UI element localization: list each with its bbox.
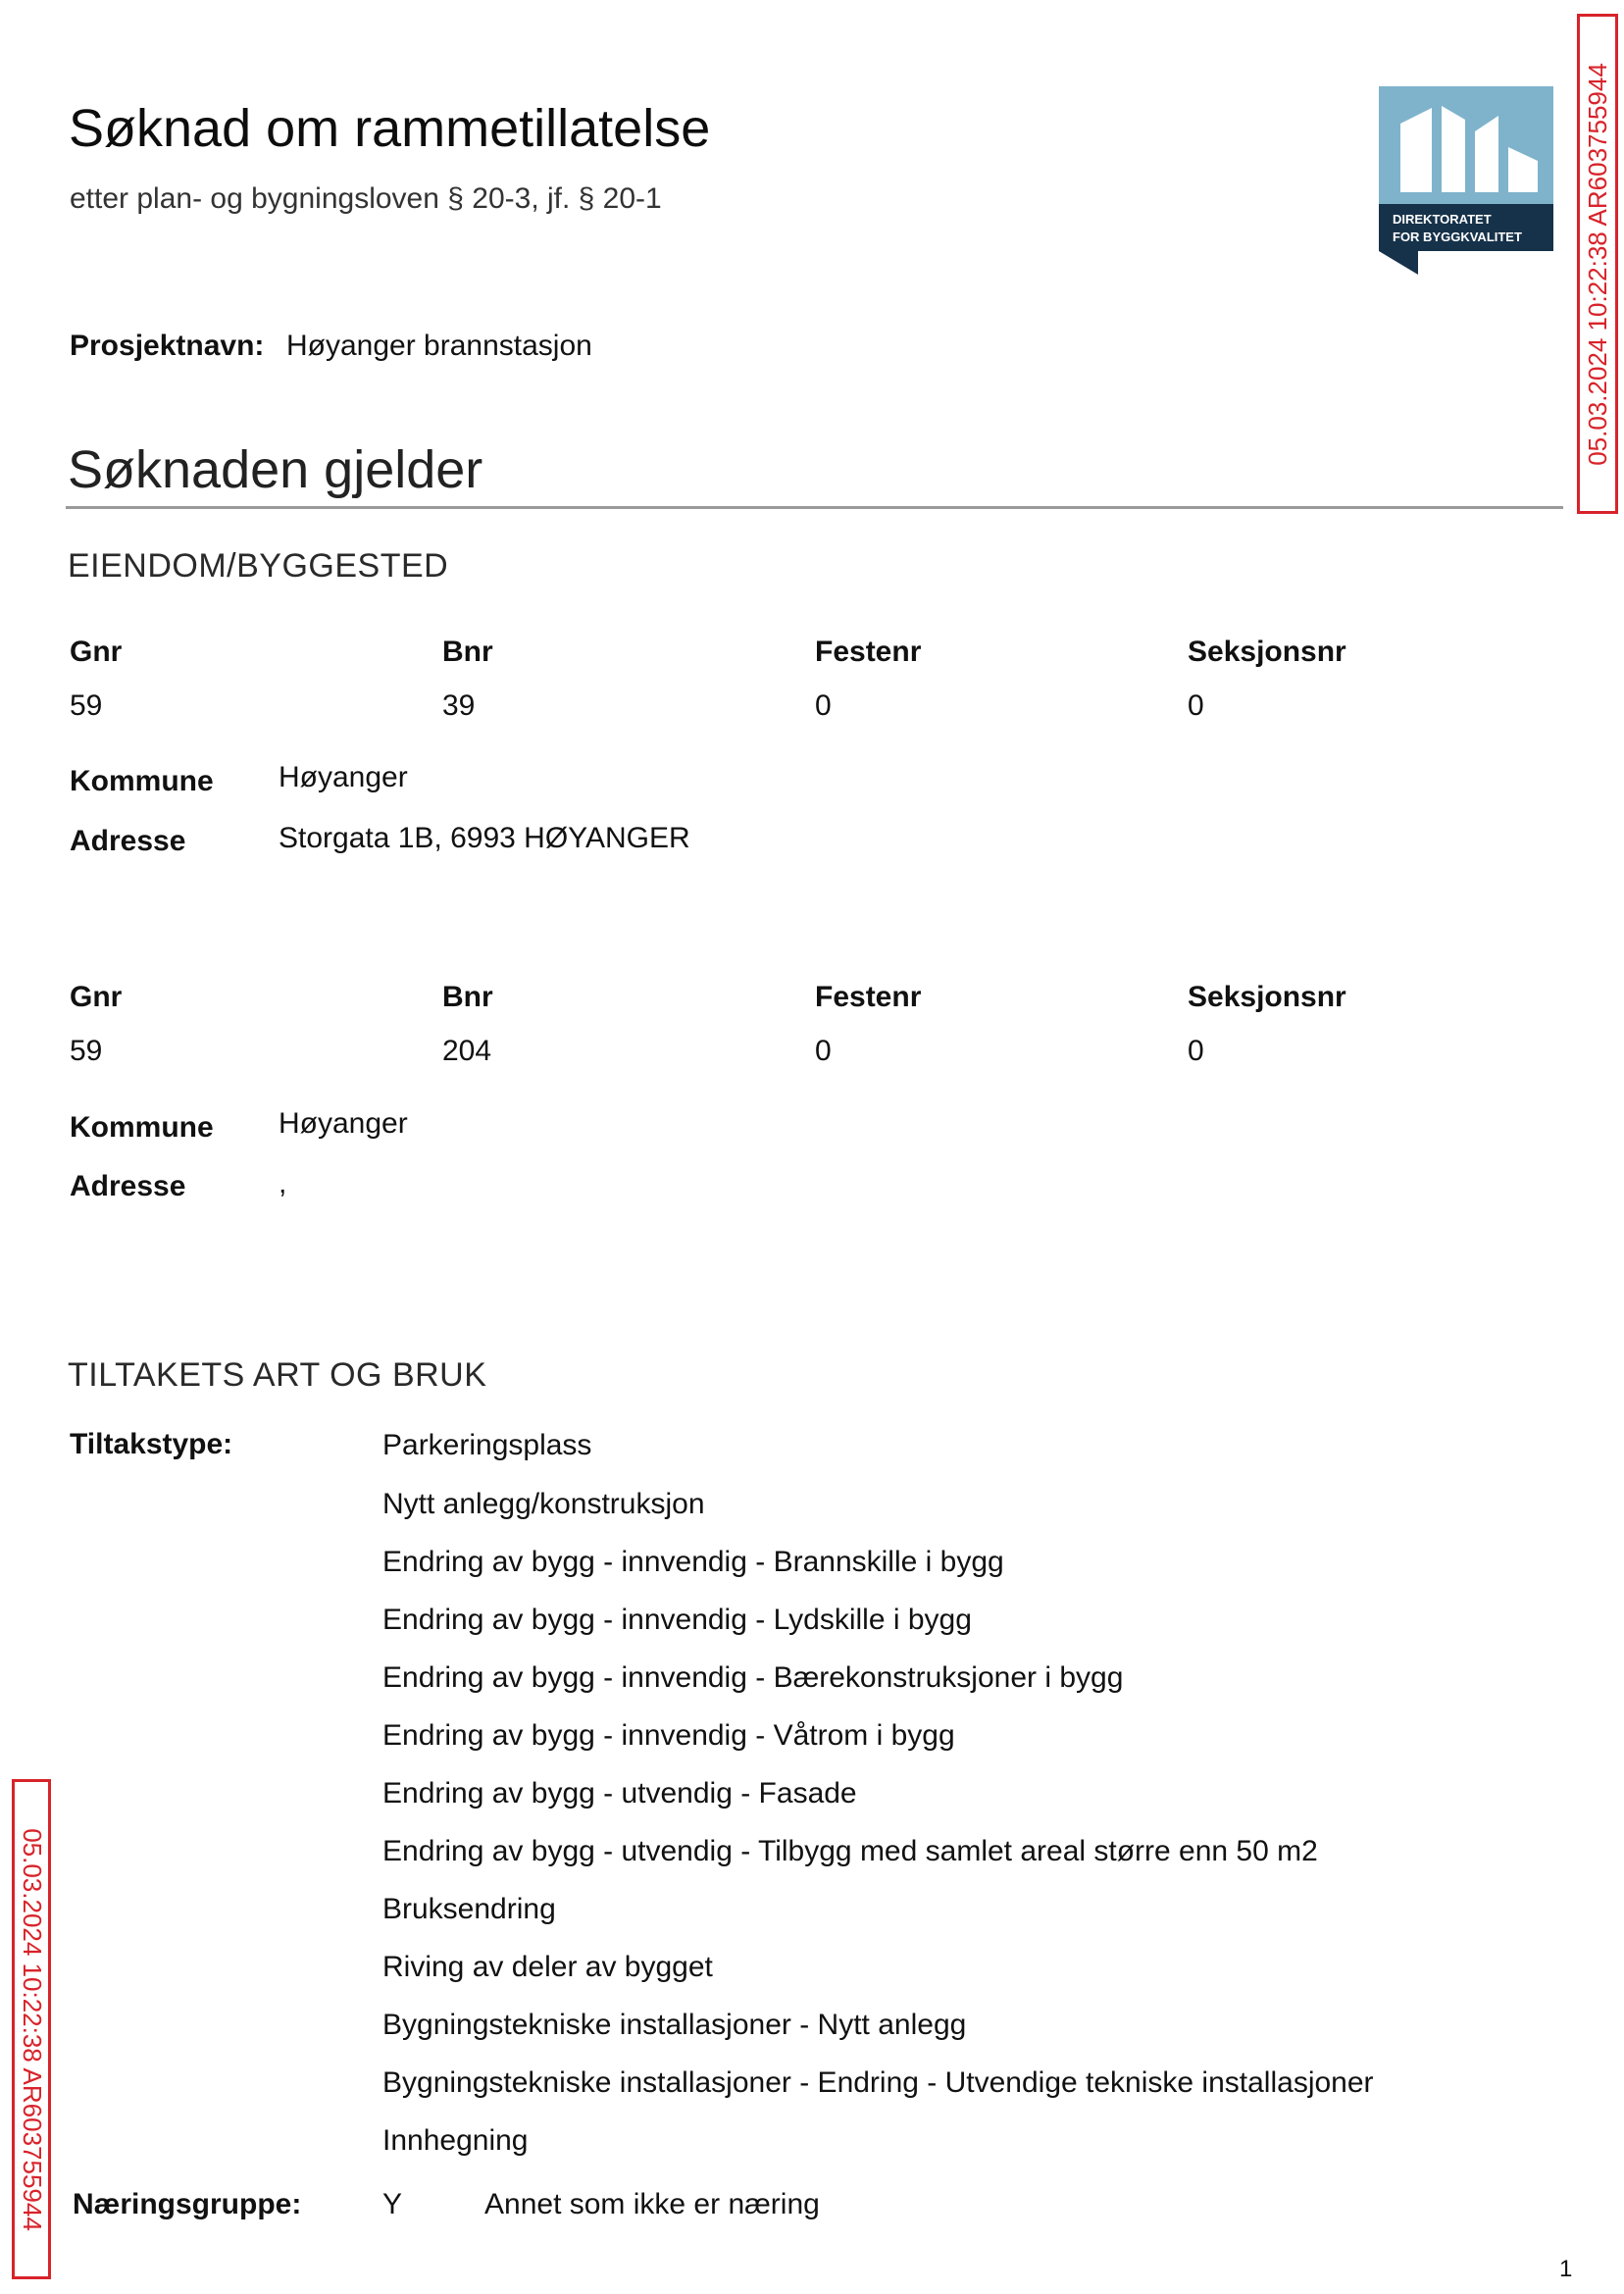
date-stamp-left (12, 1779, 51, 2279)
kommune-label: Kommune (70, 765, 214, 797)
seksjonsnr-value: 0 (1188, 1035, 1204, 1067)
page-number: 1 (1559, 2256, 1573, 2282)
building-logo-icon (1379, 86, 1553, 275)
bnr-value: 39 (442, 689, 476, 722)
list-item: Endring av bygg - innvendig - Lydskille i bygg (382, 1604, 972, 1636)
list-item: Parkeringsplass (382, 1429, 592, 1461)
naeringsgruppe-value: Annet som ikke er næring (484, 2188, 820, 2220)
stamp-text: 05.03.2024 10:22:38 AR603755944 (1582, 62, 1612, 466)
document-subtitle: etter plan- og bygningsloven § 20-3, jf. § 20-1 (70, 182, 662, 215)
date-stamp-top (1577, 14, 1618, 514)
seksjonsnr-header: Seksjonsnr (1188, 981, 1346, 1013)
list-item: Bygningstekniske installasjoner - Endring - Utvendige tekniske installasjoner (382, 2066, 1374, 2099)
document-title: Søknad om rammetillatelse (69, 99, 711, 158)
logo-text-line1: DIREKTORATET (1393, 212, 1492, 227)
list-item: Endring av bygg - utvendig - Tilbygg med samlet areal større enn 50 m2 (382, 1835, 1318, 1867)
seksjonsnr-value: 0 (1188, 689, 1204, 722)
project-label: Prosjektnavn: (70, 330, 265, 362)
adresse-label: Adresse (70, 1170, 186, 1202)
gnr-value: 59 (70, 689, 103, 722)
list-item: Endring av bygg - utvendig - Fasade (382, 1777, 857, 1810)
festenr-value: 0 (815, 1035, 832, 1067)
section-title: Søknaden gjelder (68, 440, 483, 499)
list-item: Innhegning (382, 2124, 529, 2157)
stamp-text: 05.03.2024 10:22:38 AR603755944 (17, 1827, 47, 2231)
tiltakstype-label: Tiltakstype: (70, 1428, 233, 1460)
gnr-value: 59 (70, 1035, 103, 1067)
list-item: Endring av bygg - innvendig - Bærekonstruksjoner i bygg (382, 1661, 1124, 1694)
tiltak-heading: TILTAKETS ART OG BRUK (68, 1356, 487, 1394)
dibk-logo (1379, 86, 1553, 275)
adresse-value: , (279, 1167, 287, 1199)
gnr-header: Gnr (70, 636, 123, 668)
naeringsgruppe-code: Y (382, 2188, 403, 2220)
adresse-label: Adresse (70, 825, 186, 857)
bnr-header: Bnr (442, 636, 493, 668)
list-item: Endring av bygg - innvendig - Våtrom i bygg (382, 1719, 955, 1752)
logo-text-line2: FOR BYGGKVALITET (1393, 229, 1522, 244)
kommune-value: Høyanger (279, 761, 408, 793)
property-heading: EIENDOM/BYGGESTED (68, 547, 449, 585)
list-item: Nytt anlegg/konstruksjon (382, 1488, 705, 1520)
festenr-header: Festenr (815, 636, 922, 668)
project-name: Høyanger brannstasjon (286, 330, 592, 362)
festenr-header: Festenr (815, 981, 922, 1013)
list-item: Bygningstekniske installasjoner - Nytt anlegg (382, 2009, 967, 2041)
section-divider (66, 506, 1563, 509)
naeringsgruppe-label: Næringsgruppe: (73, 2188, 302, 2220)
list-item: Endring av bygg - innvendig - Brannskille i bygg (382, 1546, 1004, 1578)
bnr-header: Bnr (442, 981, 493, 1013)
seksjonsnr-header: Seksjonsnr (1188, 636, 1346, 668)
list-item: Riving av deler av bygget (382, 1951, 713, 1983)
bnr-value: 204 (442, 1035, 492, 1067)
festenr-value: 0 (815, 689, 832, 722)
kommune-value: Høyanger (279, 1107, 408, 1140)
list-item: Bruksendring (382, 1893, 556, 1925)
kommune-label: Kommune (70, 1111, 214, 1144)
gnr-header: Gnr (70, 981, 123, 1013)
adresse-value: Storgata 1B, 6993 HØYANGER (279, 822, 690, 854)
